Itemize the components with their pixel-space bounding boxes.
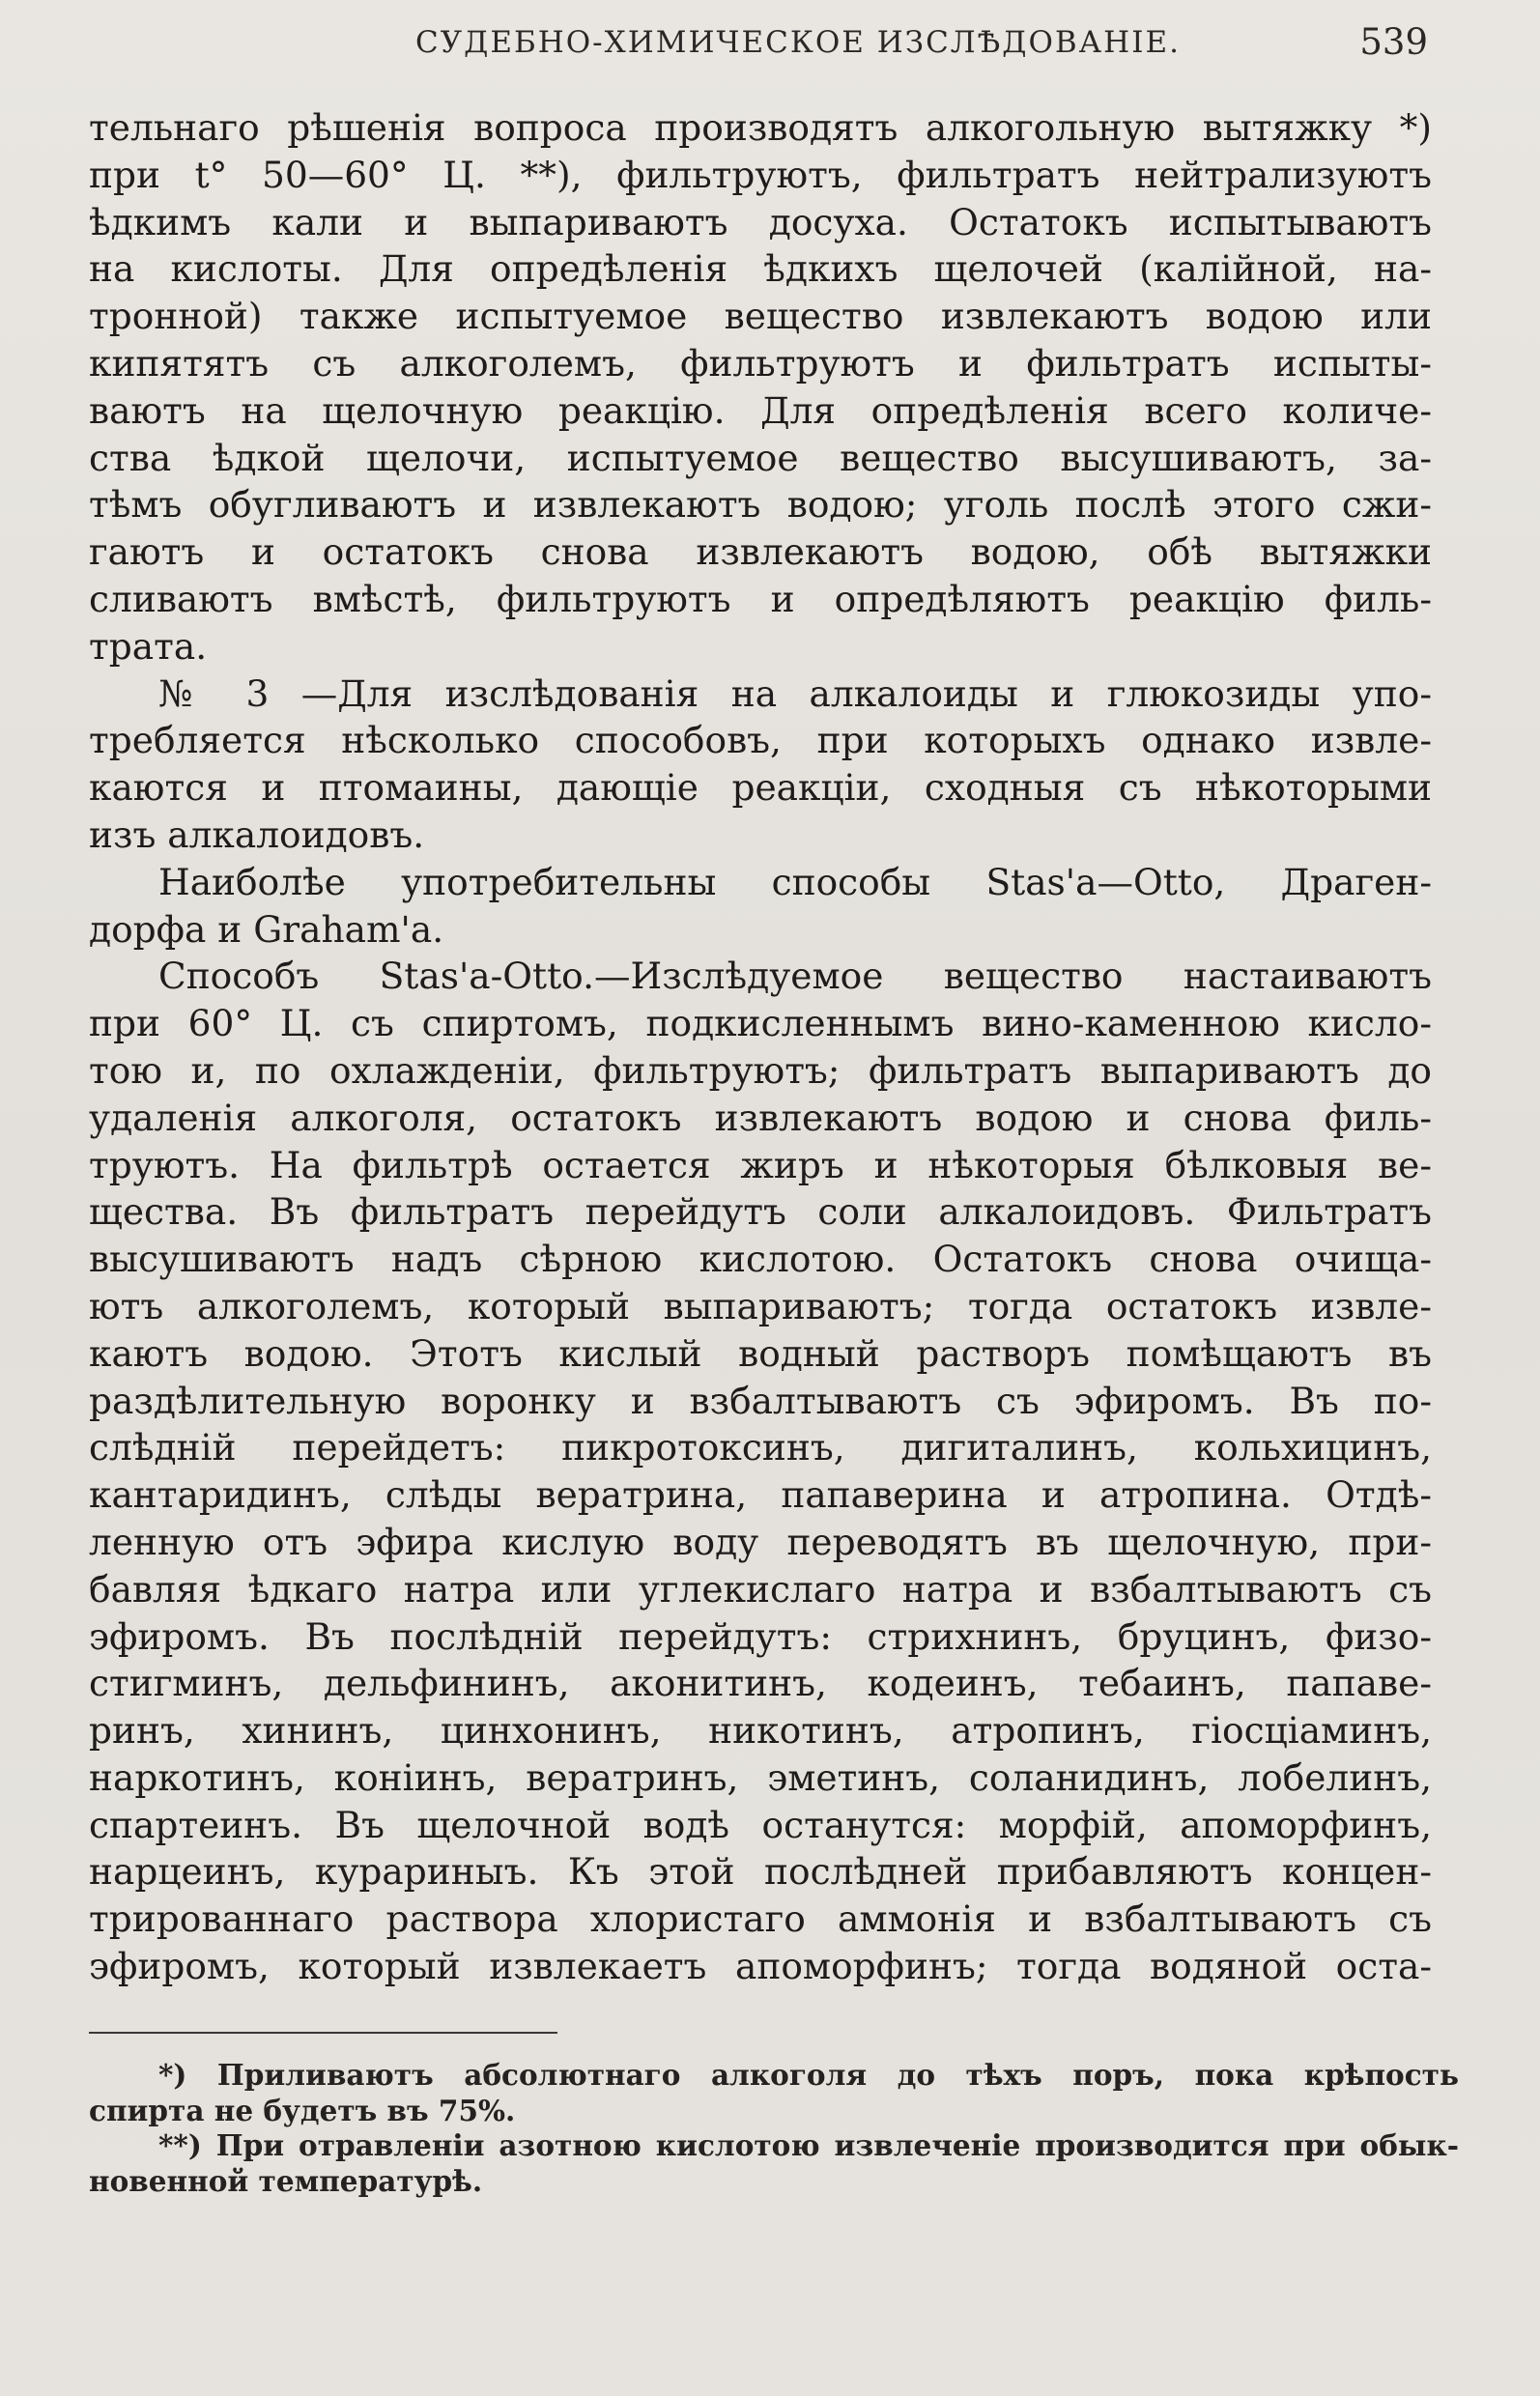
text-line: бавляя ѣдкаго натра или углекислаго натра и взбалтываютъ съ (89, 1567, 1432, 1611)
text-line: при 60° Ц. съ спиртомъ, подкисленнымъ вино-каменною кисло- (89, 1002, 1432, 1045)
text-line: Способъ Stas'a-Otto.—Изслѣдуемое вещество настаиваютъ (158, 955, 1432, 998)
running-title: СУДЕБНО-ХИМИЧЕСКОЕ ИЗСЛѢДОВАНІЕ. (415, 25, 1181, 60)
text-line: наркотинъ, коніинъ, вератринъ, эметинъ, соланидинъ, лобелинъ, (89, 1755, 1432, 1799)
text-line: требляется нѣсколько способовъ, при которыхъ однако извле- (89, 719, 1432, 762)
body-text (89, 104, 1432, 1990)
text-line: удаленія алкоголя, остатокъ извлекаютъ водою и снова филь- (89, 1096, 1432, 1139)
text-line: дорфа и Graham'a. (89, 907, 444, 951)
footnote-line: *) Приливаютъ абсолютнаго алкоголя до тѣхъ поръ, пока крѣпость (158, 2058, 1459, 2092)
footnote-line: новенной температурѣ. (89, 2163, 483, 2198)
text-line: ѣдкимъ кали и выпариваютъ досуха. Остатокъ испытываютъ (89, 200, 1432, 243)
text-line: тѣмъ обугливаютъ и извлекаютъ водою; уголь послѣ этого сжи- (89, 483, 1432, 527)
text-line: на кислоты. Для опредѣленія ѣдкихъ щелочей (калійной, на- (89, 247, 1432, 291)
text-line: ства ѣдкой щелочи, испытуемое вещество высушиваютъ, за- (89, 436, 1432, 479)
text-line: ютъ алкоголемъ, который выпариваютъ; тогда остатокъ извле- (89, 1284, 1432, 1327)
text-line: щества. Въ фильтратъ перейдутъ соли алкалоидовъ. Фильтратъ (89, 1190, 1432, 1234)
text-line: сливаютъ вмѣстѣ, фильтруютъ и опредѣляютъ реакцію филь- (89, 577, 1432, 620)
text-line: каютъ водою. Этотъ кислый водный растворъ помѣщаютъ въ (89, 1331, 1432, 1375)
text-line: трированнаго раствора хлористаго аммонія и взбалтываютъ съ (89, 1897, 1432, 1941)
text-line: эфиромъ. Въ послѣдній перейдутъ: стрихнинъ, бруцинъ, физо- (89, 1614, 1432, 1658)
text-line: тронной) также испытуемое вещество извлекаютъ водою или (89, 295, 1432, 338)
text-line: гаютъ и остатокъ снова извлекаютъ водою, обѣ вытяжки (89, 530, 1432, 574)
text-line: № 3 —Для изслѣдованія на алкалоиды и глюкозиды упо- (158, 671, 1432, 715)
text-line: эфиромъ, который извлекаетъ апоморфинъ; тогда водяной оста- (89, 1945, 1432, 1988)
footnotes (89, 2058, 1459, 2199)
text-line: при t° 50—60° Ц. **), фильтруютъ, фильтратъ нейтрализуютъ (89, 153, 1432, 196)
text-line: тельнаго рѣшенія вопроса производятъ алкогольную вытяжку *) (89, 106, 1432, 149)
text-line: изъ алкалоидовъ. (89, 813, 425, 856)
text-line: нарцеинъ, курариныъ. Къ этой послѣдней прибавляютъ концен- (89, 1850, 1432, 1894)
text-line: трата. (89, 624, 208, 668)
text-line: ленную отъ эфира кислую воду переводятъ въ щелочную, при- (89, 1520, 1432, 1563)
footnote-line: спирта не будетъ въ 75%. (89, 2093, 516, 2127)
text-line: высушиваютъ надъ сѣрною кислотою. Остатокъ снова очища- (89, 1238, 1432, 1281)
text-line: кипятятъ съ алкоголемъ, фильтруютъ и фильтратъ испыты- (89, 341, 1432, 385)
text-line: ваютъ на щелочную реакцію. Для опредѣленія всего количе- (89, 388, 1432, 432)
text-line: Наиболѣе употребительны способы Stas'a—Otto, Драген- (158, 860, 1432, 903)
text-line: раздѣлительную воронку и взбалтываютъ съ эфиромъ. Въ по- (89, 1379, 1432, 1422)
footnote-line: **) При отравленіи азотною кислотою извлеченіе производится при обык- (158, 2128, 1459, 2162)
text-line: кантаридинъ, слѣды вератрина, папаверина и атропина. Отдѣ- (89, 1473, 1432, 1517)
text-line: ринъ, хининъ, цинхонинъ, никотинъ, атропинъ, гіосціаминъ, (89, 1709, 1432, 1753)
text-line: тою и, по охлажденіи, фильтруютъ; фильтратъ выпариваютъ до (89, 1048, 1432, 1092)
page-number: 539 (1359, 21, 1428, 63)
text-line: стигминъ, дельфининъ, аконитинъ, кодеинъ, тебаинъ, папаве- (89, 1662, 1432, 1705)
footnote-divider (89, 2032, 557, 2034)
text-line: каются и птомаины, дающіе реакціи, сходныя съ нѣкоторыми (89, 766, 1432, 810)
text-line: труютъ. На фильтрѣ остается жиръ и нѣкоторыя бѣлковыя ве- (89, 1143, 1432, 1186)
text-line: слѣдній перейдетъ: пикротоксинъ, дигиталинъ, кольхицинъ, (89, 1426, 1432, 1469)
text-line: спартеинъ. Въ щелочной водѣ останутся: морфій, апоморфинъ, (89, 1803, 1432, 1846)
